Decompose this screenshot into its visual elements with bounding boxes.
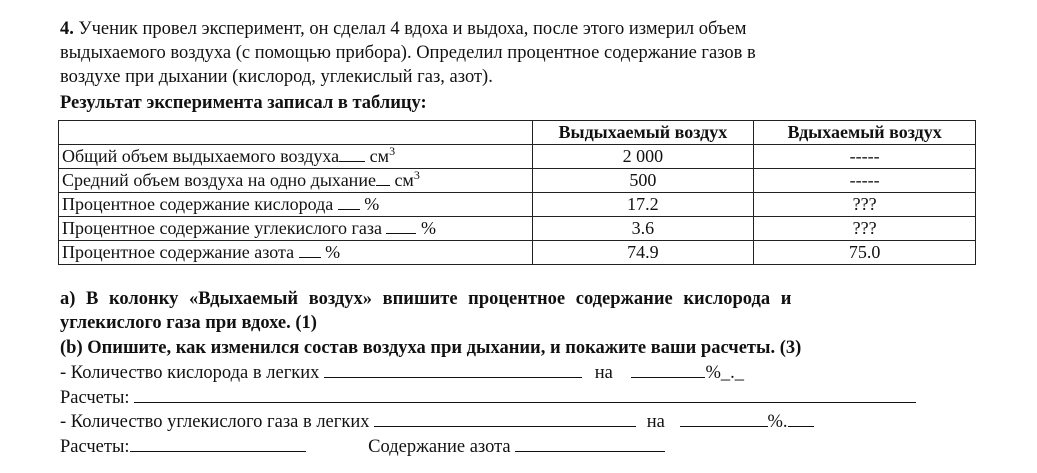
co2-answer-blank[interactable] [374,412,636,427]
exhaled-value: 3.6 [532,217,754,241]
answer-blank[interactable] [339,147,365,162]
row-unit: % [364,194,380,214]
part-b-heading: (b) Опишите, как изменился состав воздуха при дыхании, и покажите ваши расчеты. (3) [60,338,802,358]
inhaled-value[interactable]: ----- [754,145,976,169]
exhaled-value: 74.9 [532,241,754,265]
co2-line [60,411,814,433]
co2-suffix: %. [767,412,788,432]
answer-blank[interactable] [376,171,390,186]
co2-extra-blank[interactable] [788,412,814,427]
header-empty [59,121,533,145]
row-unit: см [394,170,414,190]
co2-percent-blank[interactable] [680,412,768,427]
answer-blank[interactable] [299,243,321,258]
oxygen-answer-blank[interactable] [324,363,582,378]
nitrogen-label: Содержание азота [368,437,511,457]
intro-line-1 [60,18,746,40]
part-a-line-1: а) В колонку «Вдыхаемый воздух» впишите процентное содержание кислорода и [60,289,792,309]
inhaled-value[interactable]: ??? [754,193,976,217]
by-label: на [646,412,665,432]
header-exhaled: Выдыхаемый воздух [532,121,754,145]
results-table [58,120,976,265]
exhaled-value: 2 000 [532,145,754,169]
row-label-cell [59,169,533,193]
row-unit: % [325,242,341,262]
answer-blank[interactable] [386,219,416,234]
row-label-cell [59,241,533,265]
table-caption: Результат эксперимента записал в таблицу: [60,93,427,113]
calc-answer-blank[interactable] [130,437,306,452]
inhaled-value: 75.0 [754,241,976,265]
nitrogen-answer-blank[interactable] [515,437,665,452]
row-unit: % [420,218,436,238]
intro-line-2: выдыхаемого воздуха (с помощью прибора). Определил процентное содержание газов в [60,43,756,63]
table-header-row [59,121,976,145]
task-number: 4. [60,19,74,39]
intro-text-1: Ученик провел эксперимент, он сделал 4 вдоха и выдоха, после этого измерил объем [78,19,747,39]
co2-label: - Количество углекислого газа в легких [60,412,370,432]
row-unit-sup: 3 [389,144,396,158]
row-label-cell [59,145,533,169]
calc-answer-blank[interactable] [134,388,916,403]
calc-line-2 [60,436,665,458]
by-label: на [594,363,613,383]
calc-label: Расчеты: [60,437,130,457]
table-row [59,169,976,193]
exhaled-value: 17.2 [532,193,754,217]
row-label: Процентное содержание кислорода [62,194,334,214]
oxygen-suffix: %_._ [705,363,744,383]
row-label: Процентное содержание азота [62,242,295,262]
table-row [59,241,976,265]
part-a-line-2: углекислого газа при вдохе. (1) [60,313,317,333]
row-label-cell [59,217,533,241]
header-inhaled: Вдыхаемый воздух [754,121,976,145]
oxygen-line [60,362,744,384]
row-label: Процентное содержание углекислого газа [62,218,382,238]
inhaled-value[interactable]: ----- [754,169,976,193]
row-label: Общий объем выдыхаемого воздуха [62,146,340,166]
table-row [59,217,976,241]
oxygen-label: - Количество кислорода в легких [60,363,320,383]
table-row [59,145,976,169]
exhaled-value: 500 [532,169,754,193]
row-unit: см [369,146,390,166]
row-label: Средний объем воздуха на одно дыхание [62,170,376,190]
row-unit-sup: 3 [413,168,420,182]
inhaled-value[interactable]: ??? [754,217,976,241]
calc-label: Расчеты: [60,388,130,408]
intro-line-3: воздухе при дыхании (кислород, углекислый газ, азот). [60,67,493,87]
table-row [59,193,976,217]
row-label-cell [59,193,533,217]
answer-blank[interactable] [338,195,360,210]
oxygen-percent-blank[interactable] [631,363,705,378]
calc-line-1 [60,387,916,409]
